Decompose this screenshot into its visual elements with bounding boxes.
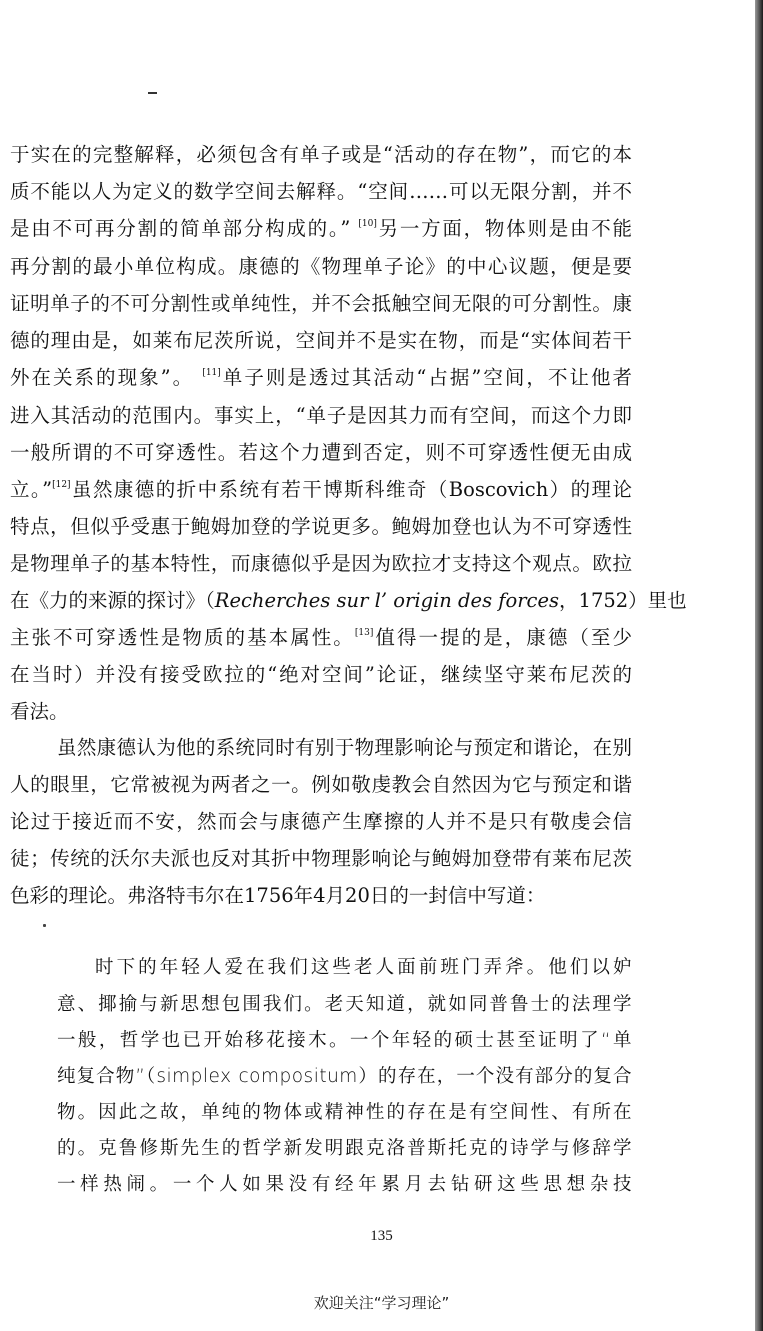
quote-line: 的。克鲁修斯先生的哲学新发明跟克洛普斯托克的诗学与修辞学 [57,1138,632,1159]
text-line: 一般所谓的不可穿透性。若这个力遭到否定，则不可穿透性便无由成 [10,441,632,464]
footnote-ref: [11] [202,368,221,378]
page-edge-shadow [755,0,763,1331]
text-line: 特点，但似乎受惠于鲍姆加登的学说更多。鲍姆加登也认为不可穿透性 [10,515,632,538]
text-line: 看法。 [10,700,69,723]
quote-line: 纯复合物”（simplex compositum）的存在，一个没有部分的复合 [57,1066,632,1087]
footnote-ref: [13] [354,628,374,638]
text-line: 立。”[12]虽然康德的折中系统有若干博斯科维奇（Boscovich）的理论 [10,478,632,501]
text-line: 于实在的完整解释，必须包含有单子或是“活动的存在物”，而它的本 [10,143,632,166]
scan-speck [148,92,157,94]
text-line: 证明单子的不可分割性或单纯性，并不会抵触空间无限的可分割性。康 [10,292,632,315]
text-line: 是物理单子的基本特性，而康德似乎是因为欧拉才支持这个观点。欧拉 [10,552,632,575]
text-line: 是由不可再分割的简单部分构成的。” [10]另一方面，物体则是由不能 [10,217,632,240]
text-line: 虽然康德认为他的系统同时有别于物理影响论与预定和谐论，在别 [57,736,632,759]
text-line: 外在关系的现象”。 [11]单子则是透过其活动“占据”空间，不让他者 [10,366,632,389]
text-line: 德的理由是，如莱布尼茨所说，空间并不是实在物，而是“实体间若干 [10,329,632,352]
text-line: 再分割的最小单位构成。康德的《物理单子论》的中心议题，便是要 [10,255,632,278]
text-line: 徒；传统的沃尔夫派也反对其折中物理影响论与鲍姆加登带有莱布尼茨 [10,847,632,870]
book-title-italic: Recherches sur l’ origin des forces [214,589,560,612]
text-line: 色彩的理论。弗洛特韦尔在1756年4月20日的一封信中写道： [10,884,546,907]
text-line: 在当时）并没有接受欧拉的“绝对空间”论证，继续坚守莱布尼茨的 [10,663,632,686]
footnote-ref: [10] [358,219,377,229]
quote-line: 一样热闹。一个人如果没有经年累月去钻研这些思想杂技 [57,1174,632,1195]
page-number: 135 [370,1228,393,1244]
text-line: 在《力的来源的探讨》（Recherches sur l’ origin des forces，1752）里也 [10,589,687,612]
quote-line: 物。因此之故，单纯的物体或精神性的存在是有空间性、有所在 [57,1102,632,1123]
quote-line: 时下的年轻人爱在我们这些老人面前班门弄斧。他们以妒 [95,957,632,978]
quote-line: 一般，哲学也已开始移花接木。一个年轻的硕士甚至证明了“单 [57,1030,632,1051]
quote-line: 意、揶揄与新思想包围我们。老天知道，就如同普鲁士的法理学 [57,994,632,1015]
text-line: 主张不可穿透性是物质的基本属性。[13]值得一提的是，康德（至少 [10,626,632,649]
text-line: 进入其活动的范围内。事实上，“单子是因其力而有空间，而这个力即 [10,404,632,427]
scan-dot [43,924,46,927]
text-line: 质不能以人为定义的数学空间去解释。“空间……可以无限分割，并不 [10,180,632,203]
footnote-ref: [12] [52,480,71,490]
text-line: 人的眼里，它常被视为两者之一。例如敬虔教会自然因为它与预定和谐 [10,773,632,796]
footer-note: 欢迎关注“学习理论” [313,1294,450,1312]
text-line: 论过于接近而不安，然而会与康德产生摩擦的人并不是只有敬虔会信 [10,810,632,833]
